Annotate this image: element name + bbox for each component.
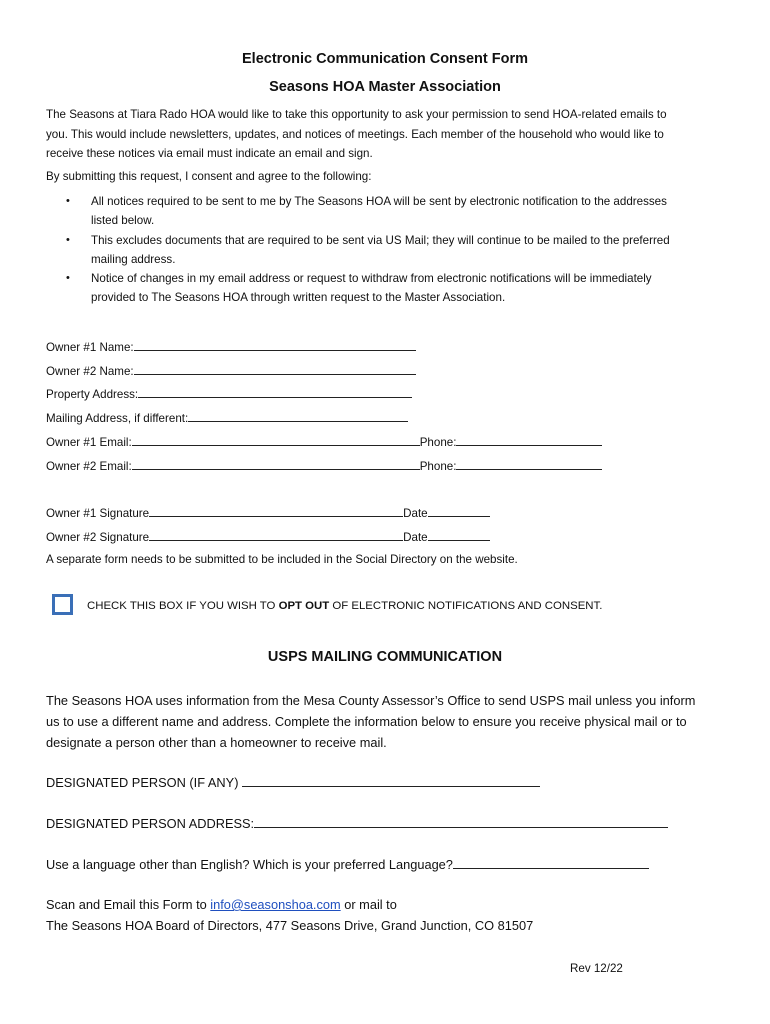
bullet-text: Notice of changes in my email address or request to withdraw from electronic notifications will be immediately provided to The Seasons HOA through written request to the Master Association.	[91, 272, 652, 304]
usps-section-title: USPS MAILING COMMUNICATION	[267, 649, 503, 665]
scan-email-line	[46, 897, 397, 913]
owner2-name-input[interactable]	[134, 363, 416, 375]
owner2-phone-input[interactable]	[456, 458, 602, 470]
designated-address-input[interactable]	[254, 815, 668, 828]
form-subtitle: Seasons HOA Master Association	[269, 79, 501, 95]
owner2-phone-label: Phone:	[419, 460, 457, 473]
owner2-email-field	[46, 458, 602, 474]
scan-prefix: Scan and Email this Form to	[46, 897, 211, 912]
owner1-email-label: Owner #1 Email:	[46, 436, 132, 449]
language-field	[46, 856, 649, 873]
owner2-date-label: Date	[403, 531, 428, 544]
owner1-signature-input[interactable]	[149, 505, 403, 517]
owner1-phone-label: Phone:	[419, 436, 457, 449]
owner2-date-input[interactable]	[428, 529, 490, 541]
scan-suffix: or mail to	[340, 897, 397, 912]
owner1-email-field	[46, 434, 602, 450]
opt-out-suffix: OF ELECTRONIC NOTIFICATIONS AND CONSENT.	[329, 600, 603, 612]
designated-person-label: DESIGNATED PERSON (IF ANY)	[46, 775, 243, 790]
owner2-signature-field	[46, 529, 490, 545]
owner1-name-label: Owner #1 Name:	[46, 341, 134, 354]
bullet-icon: •	[66, 272, 70, 284]
designated-person-field	[46, 774, 540, 791]
opt-out-checkbox[interactable]	[52, 594, 73, 615]
language-input[interactable]	[453, 856, 649, 869]
bullet-icon: •	[66, 195, 70, 207]
owner2-email-input[interactable]	[132, 458, 420, 470]
owner1-name-field	[46, 339, 416, 355]
mailing-address-input[interactable]	[188, 410, 408, 422]
language-label: Use a language other than English? Which is your preferred Language?	[46, 857, 453, 872]
owner1-phone-input[interactable]	[456, 434, 602, 446]
bullet-icon: •	[66, 234, 70, 246]
opt-out-label	[87, 600, 602, 612]
mailing-address-label: Mailing Address, if different:	[46, 412, 189, 425]
property-address-label: Property Address:	[46, 388, 139, 401]
intro-paragraph: The Seasons at Tiara Rado HOA would like to take this opportunity to ask your permission to send HOA-related emails to you. This would include newsletters, updates, and notices of meetings. Each member of the household who would like to receive these notices via email must indicate an email and sign.	[46, 108, 667, 160]
designated-person-input[interactable]	[242, 774, 540, 787]
owner2-signature-input[interactable]	[149, 529, 403, 541]
property-address-field	[46, 386, 412, 402]
owner1-email-input[interactable]	[132, 434, 420, 446]
form-title: Electronic Communication Consent Form	[242, 51, 528, 67]
opt-out-prefix: CHECK THIS BOX IF YOU WISH TO	[87, 600, 279, 612]
owner1-date-label: Date	[403, 507, 428, 520]
mailing-address-field	[46, 410, 408, 426]
property-address-input[interactable]	[138, 386, 412, 398]
social-directory-note: A separate form needs to be submitted to be included in the Social Directory on the website.	[46, 553, 518, 566]
bullet-text: All notices required to be sent to me by The Seasons HOA will be sent by electronic notification to the addresses listed below.	[91, 195, 667, 227]
consent-lead: By submitting this request, I consent and agree to the following:	[46, 170, 372, 183]
mailing-address-line: The Seasons HOA Board of Directors, 477 Seasons Drive, Grand Junction, CO 81507	[46, 918, 534, 933]
owner1-date-input[interactable]	[428, 505, 490, 517]
owner1-name-input[interactable]	[134, 339, 416, 351]
owner2-signature-label: Owner #2 Signature	[46, 531, 150, 544]
revision-label: Rev 12/22	[570, 962, 623, 975]
owner1-signature-field	[46, 505, 490, 521]
usps-paragraph: The Seasons HOA uses information from the Mesa County Assessor’s Office to send USPS mail unless you inform us to use a different name and address. Complete the information below to ensure you receive physical mail or to designate a person other than a homeowner to receive mail.	[46, 693, 696, 750]
owner2-email-label: Owner #2 Email:	[46, 460, 132, 473]
opt-out-emphasis: OPT OUT	[278, 600, 330, 612]
email-link[interactable]: info@seasonshoa.com	[210, 897, 341, 912]
owner2-name-field	[46, 363, 416, 379]
designated-address-label: DESIGNATED PERSON ADDRESS:	[46, 816, 255, 831]
designated-address-field	[46, 815, 668, 832]
bullet-text: This excludes documents that are required to be sent via US Mail; they will continue to be mailed to the preferred mailing address.	[91, 234, 670, 266]
owner2-name-label: Owner #2 Name:	[46, 365, 134, 378]
owner1-signature-label: Owner #1 Signature	[46, 507, 150, 520]
